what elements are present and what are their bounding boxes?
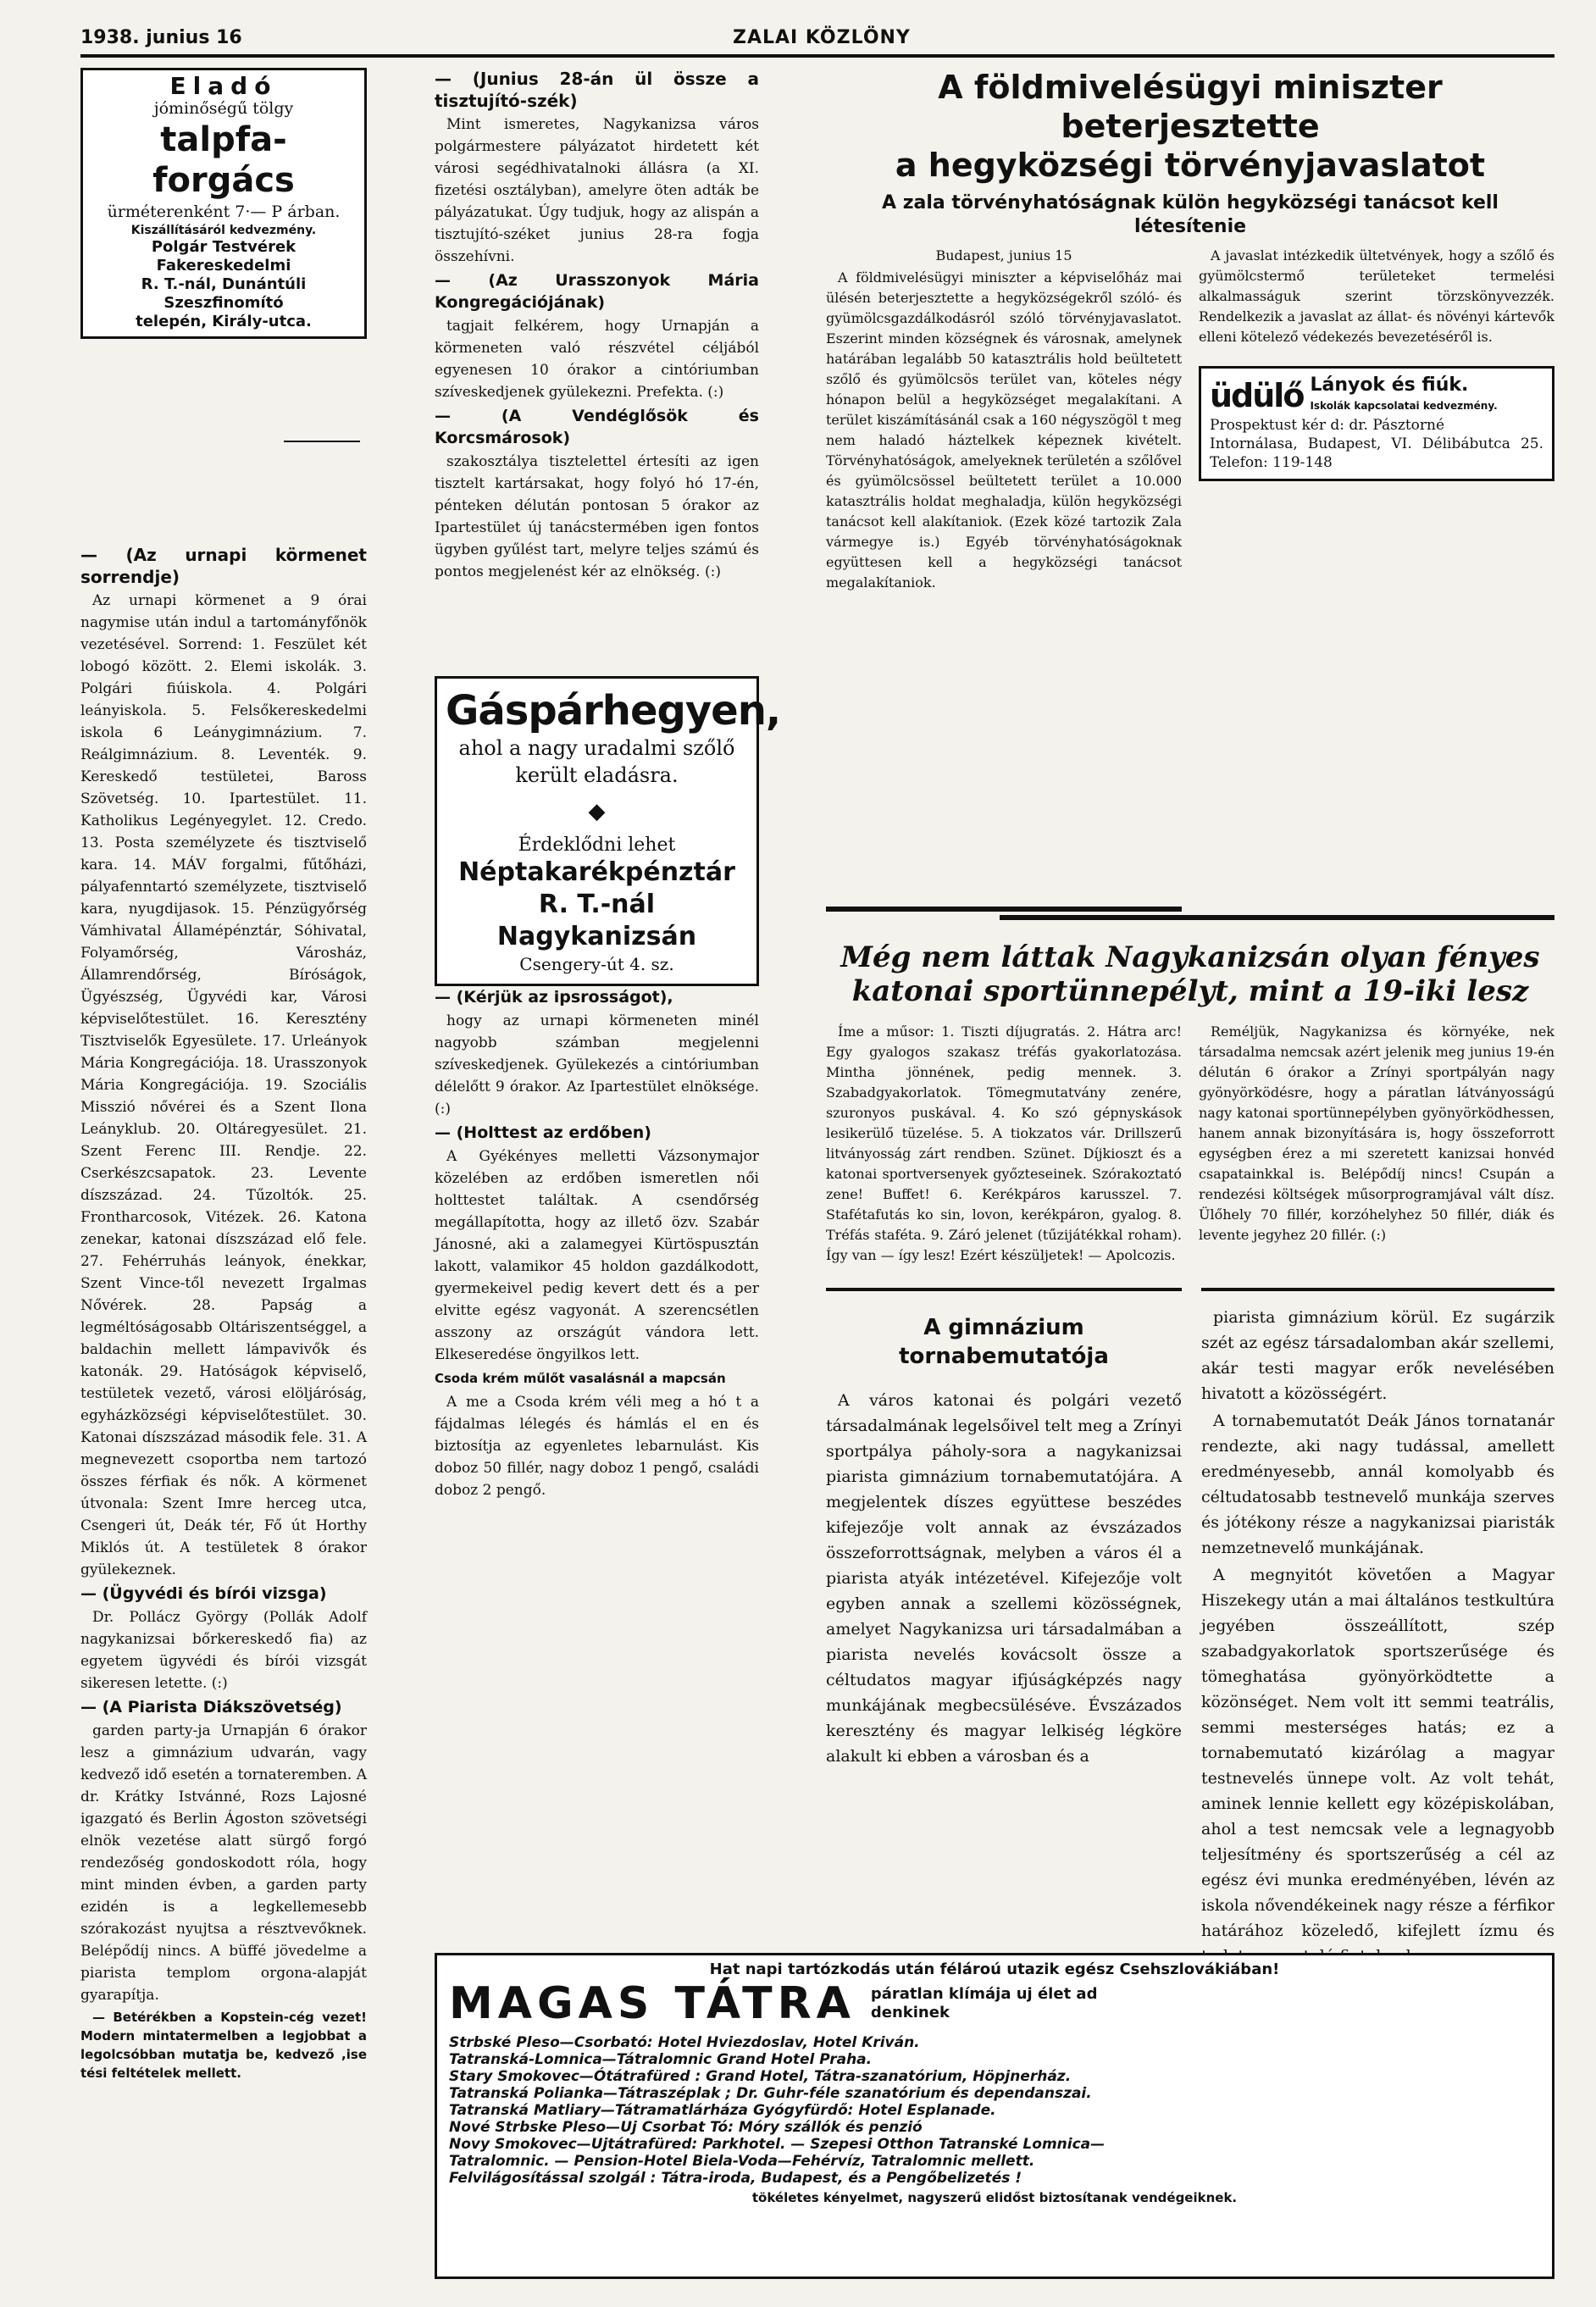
ad-talpfa-company2: R. T.-nál, Dunántúli Szeszfinomító bbox=[141, 275, 307, 312]
article-body: Az urnapi körmenet a 9 órai nagymise után indul a tartományfőnök vezetésével. Sorrend: 1. Feszület két lobogó között. 2. Elemi iskolák. 3. Polgári fiúiskola. 4. Polgári leányiskola. 5. Felsőkereskedelmi iskola 6 Leánygimnázium. 7. Reálgimnázium. 8. Leventék. 9. Kereskedő testületei, Baross Szövetség. 10. Ipartestület. 11. Katholikus Legényegylet. 12. Credo. 13. Posta személyzete és tisztviselő kara. 14. MÁV forgalmi, fűtőházi, pályafenntartó személyzete, tisztviselő kara, nyugdijasok. 15. Pénzügyőrség Vámhivatal Államépénztár, Sóhivatal, Folyamőrség, Városház, Államrendőrség, Bíróságok, Ügyészség, Ügyvédi kar, Városi képviselőtestület. 16. Keresztény Tisztviselők Egyesülete. 17. Urleányok Mária Kongregációja. 18. Urasszonyok Mária Kongregációja. 19. Szociális Misszió nővérei és a Szent Ilona Leányklub. 20. Oltáregyesület. 21. Szent Ferenc III. Rendje. 22. Cserkészcsapatok. 23. Levente díszszázad. 24. Tűzoltók. 25. Frontharcosok, Vitézek. 26. Katona zenekar, katonai díszszázad elő fele. 27. Fehérruhás leányok, énekkar, Szent Vince-től nevezett Irgalmas Nővérek. 28. Papság a legméltóságosabb Oltáriszentséggel, a baldachin mellett lámpavivők és katonák. 29. Hatóságok képviselő, testületek vezető, városi elöljáróság, egyházközségi képviselőtestület. 30. Katonai díszszázad második fele. 31. A megnevezett csoportba nem tartozó összes férfiak és nők. A körmenet útvonala: Szent Imre herceg utca, Csengeri út, Deák tér, Fő út Horthy Miklós út. A testületek 8 órakor gyülekeznek. bbox=[80, 592, 367, 1578]
ad-tatra-foot: tökéletes kényelmet, nagyszerű elidőst biztosítanak vendégeiknek. bbox=[751, 2190, 1238, 2205]
article-body: A földmivelésügyi miniszter a képviselőház mai ülésén beterjesztette a hegyközségekről szóló- és gyümölcsgazdálkodásról szóló törvényjavaslatot. Eszerint minden községnek és városnak, amelynek határában legalább 50 katasztrális hold beültetett szőlő és gyümölcsös terület van, köteles négy hónapon belül a hegyközséget megalakítani. A terület kiszámításánál csak a 160 négyszögöl t meg nem haladó háztelkek képeznek kivételt. Törvényhatóságok, amelyeknek területén a szőlővel és gyümölcsössel beültetett terület a 10.000 katasztrális holdat meghaladja, külön hegyközségi tanácsot kell alakítaniok. (Ezek közé tartozik Zala vármegye is.) Egyéb törvényhatóságoknak együttesen kell a hegyközségi tanácsot megalakítaniok. bbox=[826, 269, 1182, 591]
top-headline-2: a hegyközségi törvényjavaslatot bbox=[895, 147, 1486, 184]
article-heading: — (Junius 28-án ül össze a tisztujító-szék) bbox=[435, 69, 759, 111]
column-3 bbox=[826, 1305, 1182, 1771]
ad-tatra-line: Tatranská-Lomnica—Tátralomnic Grand Hotel Praha. bbox=[449, 2051, 873, 2068]
divider bbox=[1201, 1288, 1554, 1291]
article-heading: — (Holttest az erdőben) bbox=[435, 1123, 651, 1142]
gymnasium-headline: A gimnázium tornabemutatója bbox=[899, 1315, 1109, 1369]
ad-talpfa bbox=[80, 68, 367, 339]
column-4 bbox=[1201, 1305, 1554, 2023]
article-body: szakosztálya tisztelettel értesíti az igen tisztelt kartársakat, hogy folyó hó 17-én, pénteken délután pontosan 5 órakor az Ipartestület új tanácstermében igen fontos ügyben gyűlést tart, melyre teljes számú és pontos megjelenést kér az elnökség. (:) bbox=[435, 453, 759, 580]
ad-gasparhegy-bank2: R. T.-nál Nagykanizsán bbox=[496, 890, 697, 951]
article-heading: — (A Vendéglősök és Korcsmárosok) bbox=[435, 407, 759, 447]
ad-talpfa-line1: Eladó bbox=[169, 72, 278, 100]
ad-tatra-top: Hat napi tartózkodás után félároú utazik egész Csehszlovákiában! bbox=[709, 1960, 1280, 1978]
article-heading: — (Kérjük az ipsrosságot), bbox=[435, 988, 673, 1007]
divider bbox=[826, 1288, 1182, 1291]
ad-csoda-heading: Csoda krém műlőt vasalásnál a mapcsán bbox=[435, 1371, 726, 1386]
article-body: hogy az urnapi körmeneten minél nagyobb számban megjelenni szíveskedjenek. Gyülekezés a cintóriumban délelőtt 9 órakor. Az Ipartestület elnöksége. (:) bbox=[435, 1012, 759, 1117]
ad-tatra-line: Strbské Pleso—Csorbató: Hotel Hviezdoslav, Hotel Kriván. bbox=[449, 2034, 920, 2051]
ad-tatra-title: MAGAS TÁTRA bbox=[449, 1978, 856, 2029]
ad-kopstein: — Betérékben a Kopstein-cég vezet! Modern mintatermelben a legjobbat a legolcsóbban mutatja be, kedvező ,ise tési feltételek mellett. bbox=[80, 2010, 367, 2081]
column-1 bbox=[80, 68, 367, 2084]
ad-gasparhegy bbox=[435, 676, 781, 986]
ad-tatra-line: Felvilágosítással szolgál : Tátra-iroda, Budapest, és a Pengőbelizetés ! bbox=[449, 2170, 1022, 2187]
ad-tatra-line: Tatranská Polianka—Tátraszéplak ; Dr. Guhr-féle szanatórium és dependanszai. bbox=[449, 2085, 1092, 2102]
top-subheadline: A zala törvényhatóságnak külön hegyközségi tanácsot kell létesítenie bbox=[882, 192, 1499, 237]
article-heading: — (Az urnapi körmenet sorrendje) bbox=[80, 545, 367, 587]
ad-udulo-text1: Prospektust kér d: dr. Pásztorné bbox=[1210, 417, 1445, 434]
ad-gasparhegy-contact: Érdeklődni lehet bbox=[518, 835, 676, 856]
top-article bbox=[826, 68, 1554, 595]
ad-talpfa-company3: telepén, Király-utca. bbox=[136, 313, 312, 330]
ad-tatra-line: Tatranská Matliary—Tátramatlárháza Gyógyfürdő: Hotel Esplanade. bbox=[449, 2102, 996, 2119]
issue-date: 1938. junius 16 bbox=[80, 27, 242, 48]
ad-gasparhegy-text: ahol a nagy uradalmi szőlő került eladásra. bbox=[458, 736, 735, 787]
masthead bbox=[80, 24, 1554, 58]
ad-tatra-line: Stary Smokovec—Ótátrafüred : Grand Hotel, Tátra-szanatórium, Höpjnerház. bbox=[449, 2068, 1072, 2085]
divider bbox=[284, 441, 360, 442]
article-body: piarista gimnázium körül. Ez sugárzik szét az egész társadalomban akár szellemi, akár testi magyar erők nevelésében hivatott a közösségért. bbox=[1201, 1308, 1554, 1403]
article-body: Mint ismeretes, Nagykanizsa város polgármestere pályázatot hirdetett két városi segédhivatalnoki állásra (a XI. fizetési osztályban), amelyre öten adták be pályázatukat. Úgy tudjuk, hogy az alispán a tisztujító-széket junius 28-ra fogja összehívni. bbox=[435, 116, 759, 265]
ad-udulo-title: Lányok és fiúk. bbox=[1310, 374, 1469, 396]
article-body: tagjait felkérem, hogy Urnapján a körmeneten való részvétel céljából egyenesen 10 órakor a cintóriumban szíveskedjenek gyülekezni. Prefekta. (:) bbox=[435, 318, 759, 401]
ad-udulo-sub: Iskolák kapcsolatai kedvezmény. bbox=[1310, 400, 1498, 412]
ad-talpfa-headline: talpfa-forgács bbox=[152, 120, 295, 200]
ad-talpfa-price: ürméterenként 7·— P árban. bbox=[107, 202, 341, 221]
article-heading: — (Ügyvédi és bírói vizsga) bbox=[80, 1584, 327, 1603]
divider bbox=[826, 907, 1182, 912]
sport-article bbox=[826, 940, 1554, 1266]
ad-tatra-side2: denkinek bbox=[870, 2004, 950, 2021]
article-body: Reméljük, Nagykanizsa és környéke, nek társadalma nemcsak azért jelenik meg junius 19-én délután 6 órakor a Zrínyi sportpályán nagy gyönyörködésre, hogy a páratlan látványosságú nagy katonai sportünnepélyben gyönyörködhessen, hanem annak bizonyítására is, hogy összeforrott egységben érez a mi szeretett kanizsai honvéd csapatainkkal is. Belépődíj nincs! Csupán a rendezési költségek műsorprogramjával vált dísz. Ülőhely 70 fillér, korzóhelyhez 50 fillér, diák és levente jegyhez 20 fillér. (:) bbox=[1199, 1023, 1554, 1243]
ad-tatra-line: Tatralomnic. — Pension-Hotel Biela-Voda—Fehérvíz, Tatralomnic mellett. bbox=[449, 2153, 1035, 2170]
article-body: garden party-ja Urnapján 6 órakor lesz a gimnázium udvarán, vagy kedvező idő esetén a tornateremben. A dr. Krátky Istvánné, Rozs Lajosné igazgató és Berlin Ágoston szövetségi elnök vezetése alatt sürgő forgó rendezőség gondoskodott róla, hogy mint minden évben, a garden party ezidén is a legkellemesebb szórakozást nyujtsa a résztvevőknek. Belépődíj nincs. A büffé jövedelme a piarista templom orgona-alapját gyarapítja. bbox=[80, 1722, 367, 2004]
ad-udulo-text2: Intornálasa, Budapest, VI. Délibábutca 25. Telefon: 119-148 bbox=[1210, 435, 1543, 471]
ad-gasparhegy-address: Csengery-út 4. sz. bbox=[519, 954, 674, 974]
article-body: Íme a műsor: 1. Tiszti díjugratás. 2. Hátra arc! Egy gyalogos szakasz tréfás gyakorlatozása. Mintha jönnének, pedig mennek. 3. Szabadgyakorlatok. Tömegmutatvány zenére, szuronyos puskával. 4. Ko szó gépnyskások lesikerülő tüzelése. 5. A tiokzatos vár. Drillszerű litványosság zárt rendben. Szünet. Díjkioszt és a katonai sportversenyek győzteseinek. Szórakoztató zene! Buffet! 6. Kerékpáros karusszel. 7. Stafétafutás ko sin, lovon, kerékpáron, gyalog. 8. Tréfás staféta. 9. Záró jelenet (tűzijátékkal roham). Így van — így lesz! Ezért készüljetek! — Apolcozis. bbox=[826, 1023, 1182, 1263]
article-heading: — (Az Urasszonyok Mária Kongregációjának) bbox=[435, 271, 759, 312]
dateline: Budapest, junius 15 bbox=[935, 247, 1072, 263]
article-body: A Gyékényes melletti Vázsonymajor közelében az erdőben ismeretlen női holttestet találtak. A csendőrség megállapította, hogy az illető özv. Szabár Jánosné, aki a zalamegyei Kürtöspusztán lakott, valamikor 45 holdon gazdálkodott, gyermekeivel pedig kevert dett és a per elvitte egész vagyonát. A szerencsétlen asszony az országút vándora lett. Elkeseredése öngyilkos lett. bbox=[435, 1148, 759, 1363]
sport-headline-2: katonai sportünnepélyt, mint a 19-iki lesz bbox=[851, 974, 1529, 1008]
article-body: A város katonai és polgári vezető társadalmának legelsőivel telt meg a Zrínyi sportpálya páholy-sora a nagykanizsai piarista gimnázium tornabemutatójára. A megjelentek díszes együttese beszédes kifejezője volt annak az évszázados összeforrottságnak, melyben a város él a piarista atyák intézetével. Kifejezője volt egyben annak a szellemi közösségnek, amelyet Nagykanizsa uri társadalmában a piarista nevelés kovácsolt össze a céltudatos magyar ifjúságképzés nagy munkájának megbecsüléséve. Évszázados keresztény és magyar lelkiség légköre alakult ki ebben a városban és a bbox=[826, 1391, 1182, 1766]
ad-tatra-line: Nové Strbske Pleso—Uj Csorbat Tó: Móry szállók és penzió bbox=[449, 2119, 923, 2136]
article-body: A javaslat intézkedik ültetvények, hogy a szőlő és gyümölcstermő területeket termelési alkalmasságuk szerint törzskönyvezzék. Rendelkezik a javaslat az állat- és növényi kártevők elleni kötelező védekezés bevezetéséről is. bbox=[1199, 247, 1554, 345]
ad-tatra-side1: páratlan klímája uj élet ad bbox=[870, 1985, 1098, 2003]
article-body: A megnyitót követően a Magyar Hiszekegy után a mai általános testkultúra jegyében összeállított, szép szabadgyakorlatok sportszerűsége és tömeghatása gyönyörködtette a közönséget. Nem volt itt semmi teatrális, semmi mesterséges hatás; ez a tornabemutató kizárólag a magyar testnevelés ünnepe volt. Az volt tehát, aminek lennie kellett egy középiskolában, ahol a test nemcsak vele a legnagyobb teljesítmény és sportszerűség a cél az egész évi munka eredményében, lévén az iskola nővendékeinek nagy része a férfikor határához közeledő, kifejlett ízmu és bbox=[1201, 1566, 1554, 1940]
ad-csoda-body: A me a Csoda krém véli meg a hó t a fájdalmas lélegés és hámlás el en és biztosítja az egyenletes lebarnulást. Kis doboz 50 fillér, nagy doboz 1 pengő, családi doboz 2 pengő. bbox=[435, 1394, 759, 1499]
ad-tatra-lines bbox=[449, 2034, 1540, 2187]
article-heading: — (A Piarista Diákszövetség) bbox=[80, 1698, 342, 1716]
ad-talpfa-note: Kiszállításáról kedvezmény. bbox=[130, 224, 317, 237]
column-2 bbox=[435, 68, 781, 1503]
ad-magas-tatra bbox=[435, 1953, 1554, 2279]
ad-talpfa-company1: Polgár Testvérek Fakereskedelmi bbox=[151, 238, 296, 275]
ad-gasparhegy-bank: Néptakarékpénztár bbox=[458, 857, 735, 887]
sport-headline-1: Még nem láttak Nagykanizsán olyan fényes bbox=[840, 940, 1540, 974]
diamond-icon: ◆ bbox=[588, 799, 606, 824]
ad-udulo bbox=[1199, 366, 1554, 481]
article-body: A tornabemutatót Deák János tornatanár rendezte, aki nagy tudással, amellett eredményesebb, annál komolyabb és céltudatosabb testnevelő munkája szerves és jótékony része a nagykanizsai piaristák nemzetnevelő munkájának. bbox=[1201, 1411, 1554, 1557]
article-body: Dr. Pollácz György (Pollák Adolf nagykanizsai bőrkereskedő fia) az egyetem ügyvédi és bírói vizsgát sikeresen letette. (:) bbox=[80, 1609, 367, 1692]
paper-title: ZALAI KÖZLÖNY bbox=[733, 27, 911, 48]
divider bbox=[1000, 915, 1554, 920]
ad-udulo-logo: üdülő bbox=[1210, 377, 1304, 414]
ad-tatra-line: Novy Smokovec—Ujtátrafüred: Parkhotel. — Szepesi Otthon Tatranské Lomnica— bbox=[449, 2136, 1106, 2153]
ad-gasparhegy-headline: Gáspárhegyen, bbox=[446, 687, 781, 735]
ad-talpfa-line2: jóminőségű tölgy bbox=[153, 99, 294, 118]
top-headline-1: A földmivelésügyi miniszter beterjesztette bbox=[938, 69, 1443, 145]
